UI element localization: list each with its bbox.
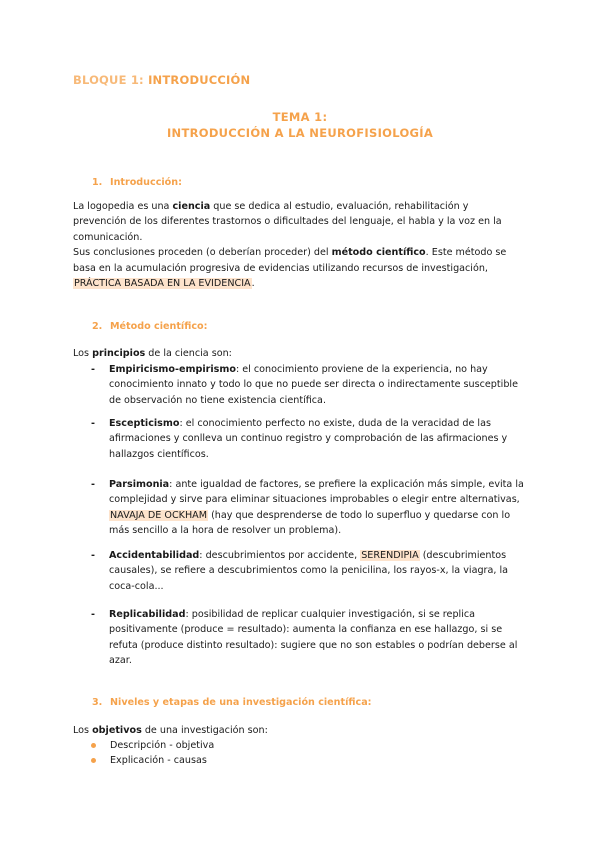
bullet-icon bbox=[91, 743, 96, 748]
list-item: - Accidentabilidad: descubrimientos por accidente, SERENDIPIA (descubrimientos causales), se refiere a descubrimientos como la penicilina, los rayos-x, la viagra, la coca-cola... bbox=[91, 550, 509, 592]
block-heading bbox=[73, 73, 250, 87]
section-title: Introducción: bbox=[110, 177, 182, 188]
list-item: - Replicabilidad: posibilidad de replicar cualquier investigación, si se replica positivamente (produce = resultado): aumenta la confianza en ese hallazgo, si se refuta (produce distinto resultado): sugiere que no son estables o podrían deberse al azar. bbox=[91, 609, 518, 667]
section-number: 3. bbox=[92, 697, 103, 708]
list-item: Explicación - causas bbox=[91, 753, 214, 768]
objectives-list bbox=[91, 738, 214, 769]
tema-title: INTRODUCCIÓN A LA NEUROFISIOLOGÍA bbox=[166, 126, 434, 140]
intro-p1: La logopedia es una ciencia que se dedica al estudio, evaluación, rehabilitación y prevención de los diferentes trastornos o dificultades del lenguaje, el habla y la voz en la comunicación. bbox=[73, 201, 502, 243]
intro-paragraph bbox=[73, 199, 513, 291]
section-number: 1. bbox=[92, 177, 103, 188]
block-label: BLOQUE 1: bbox=[73, 73, 144, 87]
principles-lead: Los principios de la ciencia son: bbox=[73, 348, 232, 359]
section-title: Método científico: bbox=[110, 321, 208, 332]
section-number: 2. bbox=[92, 321, 103, 332]
section-heading-2 bbox=[92, 321, 207, 332]
section-heading-3 bbox=[92, 697, 372, 708]
objectives-lead: Los objetivos de una investigación son: bbox=[73, 725, 268, 736]
list-item: - Parsimonia: ante igualdad de factores, se prefiere la explicación más simple, evita la complejidad y sirve para eliminar situaciones improbables o elegir entre alternativas, NAVAJA DE OCKHAM (hay que desprenderse de todo lo superfluo y quedarse con lo más sencillo a la hora de resolver un problema). bbox=[91, 479, 524, 537]
tema-number: TEMA 1: bbox=[272, 110, 328, 124]
section-title: Niveles y etapas de una investigación científica: bbox=[110, 697, 372, 708]
highlight-serendipia: SERENDIPIA bbox=[361, 550, 419, 561]
block-title: INTRODUCCIÓN bbox=[148, 73, 251, 87]
highlight-pbe: PRÁCTICA BASADA EN LA EVIDENCIA bbox=[74, 278, 251, 290]
list-item: Descripción - objetiva bbox=[91, 738, 214, 753]
section-heading-1 bbox=[92, 177, 182, 188]
list-item: - Empiricismo-empirismo: el conocimiento proviene de la experiencia, no hay conocimiento innato y todo lo que no puede ser directa o indirectamente susceptible de observación no tiene existencia científica. bbox=[91, 364, 518, 406]
bullet-icon bbox=[91, 758, 96, 763]
list-item: - Escepticismo: el conocimiento perfecto no existe, duda de la veracidad de las afirmaciones y conlleva un continuo registro y comprobación de las afirmaciones y hallazgos científicos. bbox=[91, 418, 508, 460]
intro-p2: Sus conclusiones proceden (o deberían proceder) del método científico. Este método se basa en la acumulación progresiva de evidencias utilizando recursos de investigación, PRÁCTICA BASADA EN LA EVIDENCIA. bbox=[73, 247, 507, 290]
highlight-ockham: NAVAJA DE OCKHAM bbox=[110, 509, 208, 521]
